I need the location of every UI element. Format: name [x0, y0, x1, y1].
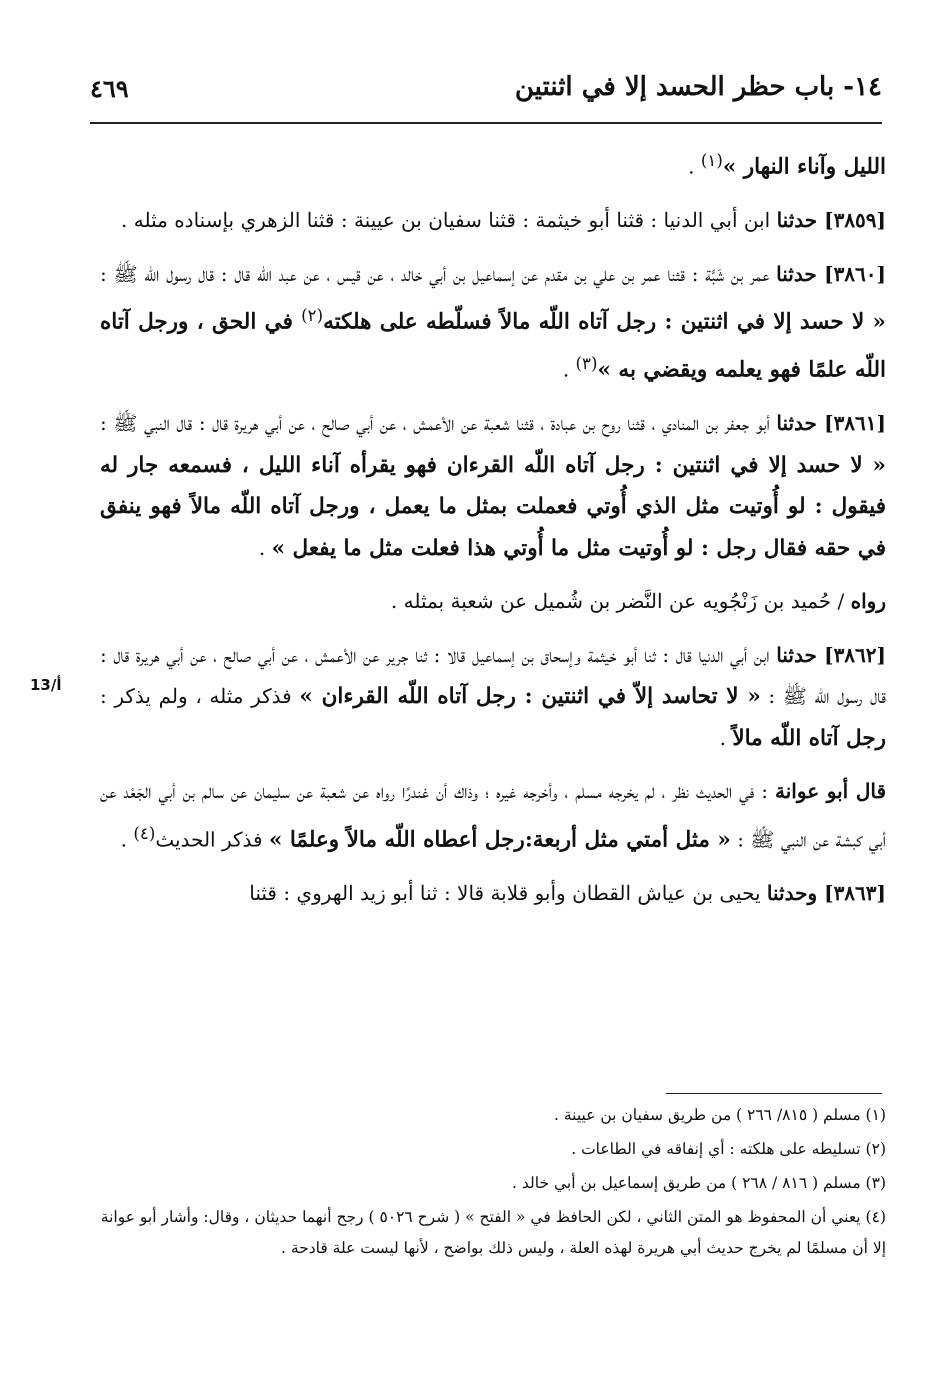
footnote-ref: (١)	[700, 151, 723, 170]
text-segment: أبو جعفر بن المنادي ، قثنا روح بن عبادة ، قثنا شعبة عن الأعمش ، عن أبي صالح ، عن أبي هريرة قال : قال النبي ﷺ :	[100, 411, 777, 436]
narration-lead: حدثنا	[776, 261, 817, 286]
hadith-text: « لا حسد إلا في اثنتين : رجل آتاه اللّه مالاً فسلّطه على هلكته	[323, 309, 886, 335]
hadith-text: « مثل أمتي مثل أربعة:رجل أعطاه اللّه مالاً وعلمًا »	[268, 827, 731, 853]
paragraph	[100, 200, 886, 242]
text-segment: فذكر الحديث	[155, 827, 269, 852]
paragraph	[100, 635, 886, 760]
paragraph	[100, 873, 886, 915]
narration-lead: حدثنا	[776, 411, 817, 436]
narration-lead: حدثنا	[776, 642, 817, 667]
main-text	[100, 140, 886, 1080]
text-segment: .	[562, 357, 576, 382]
hadith-text: الليل وآناء النهار »	[722, 154, 886, 180]
text-segment: / حُميد بن زَنْجُويه عن النَّضر بن شُميل عن شعبة بمثله .	[390, 589, 851, 614]
text-segment: فذكر مثله ، ولم يذكر :	[100, 684, 300, 709]
footnote-ref: (٣)	[575, 354, 598, 374]
footnote-divider	[666, 1093, 882, 1094]
text-segment: : في الحديث نظر ، لم يخرجه مسلم ، وأخرجه غيره ؛ وذاك أن غندرًا رواه عن شعبة عن سليمان عن سالم بن أبي الجَعْد عن أبي كبشة عن النبي ﷺ :	[100, 779, 886, 852]
text-segment: .	[120, 827, 134, 852]
text-segment: يحيى بن عياش القطان وأبو قلابة قالا : ثنا أبو زيد الهروي : قثنا	[249, 881, 767, 906]
hadith-number: [٣٨٦٣]	[817, 881, 886, 906]
footnote-1: (١) مسلم ( ٨١٥/ ٢٦٦ ) من طريق سفيان بن عيينة .	[554, 1106, 886, 1124]
paragraph	[100, 403, 886, 569]
footnote-3: (٣) مسلم ( ٨١٦ / ٢٦٨ ) من طريق إسماعيل بن أبي خالد .	[512, 1174, 886, 1192]
hadith-number: [٣٨٦١]	[816, 411, 886, 436]
text-segment: .	[258, 535, 272, 560]
footnote-4: (٤) يعني أن المحفوظ هو المتن الثاني ، لكن الحافظ في « الفتح » ( شرح ٥٠٢٦ ) رجح أنهما حديثان ، وقال: وأشار أبو عوانة إلا أن مسلمًا لم يخرج حديث أبي هريرة لهذه العلة ، وليس ذلك بواضح ، لأنها ليست علة قادحة .	[100, 1208, 886, 1257]
page-number: ٤٦٩	[90, 74, 129, 103]
text-segment: ابن أبي الدنيا قال : ثنا أبو خيثمة وإسحاق بن إسماعيل قالا : ثنا جرير عن الأعمش ، عن أبي صالح ، عن أبي هريرة قال : قال رسول اللّه ﷺ :	[100, 642, 886, 709]
chapter-title: ١٤- باب حظر الحسد إلا في اثنتين	[514, 72, 882, 102]
narration-lead: قال أبو عوانة	[775, 779, 886, 804]
text-segment: .	[719, 725, 733, 750]
hadith-text: في الحق ، ورجل آتاه اللّه علمًا فهو يعلمه ويقضي به »	[100, 309, 886, 383]
text-segment: عمر بن شَبَّة : قثنا عمر بن علي بن مقدم عن إسماعيل بن أبي خالد ، عن قيس ، عن عبد اللّه قال : قال رسول اللّه ﷺ :	[100, 261, 777, 286]
narration-lead: وحدثنا	[766, 881, 818, 906]
footnote-ref: (٢)	[301, 306, 324, 326]
footnote-ref: (٤)	[133, 823, 156, 843]
hadith-number: [٣٨٦٠]	[816, 261, 886, 286]
margin-folio-note: 13/أ	[30, 676, 62, 694]
page-header	[90, 60, 882, 124]
hadith-text: « لا تحاسد إلاّ في اثنتين : رجل آتاه اللّه القرءان »	[299, 684, 761, 710]
hadith-text: « لا حسد إلا في اثنتين : رجل آتاه اللّه القرءان فهو يقرأه آناء الليل ، فسمعه جار له فيقول : لو أُوتيت مثل الذي أُوتي فعملت بمثل ما يعمل ، ورجل آتاه اللّه مالاً فهو ينفق في حقه فقال رجل : لو أُوتيت مثل ما أُوتي هذا فعلت مثل ما يفعل »	[100, 452, 886, 561]
footnote-2: (٢) تسليطه على هلكته : أي إنفاقه في الطاعات .	[571, 1140, 886, 1158]
narration-lead: حدثنا	[776, 208, 818, 233]
hadith-text: رجل آتاه اللّه مالاً	[732, 725, 886, 751]
paragraph	[100, 771, 886, 861]
hadith-number: [٣٨٦٢]	[816, 642, 886, 667]
narration-lead: رواه	[850, 589, 886, 614]
text-segment: ابن أبي الدنيا : قثنا أبو خيثمة : قثنا سفيان بن عيينة : قثنا الزهري بإسناده مثله .	[121, 208, 777, 233]
footnotes	[100, 1100, 886, 1267]
hadith-number: [٣٨٥٩]	[817, 208, 886, 233]
text-segment: .	[688, 154, 701, 179]
paragraph	[100, 254, 886, 392]
paragraph	[100, 581, 886, 623]
paragraph	[100, 140, 886, 188]
